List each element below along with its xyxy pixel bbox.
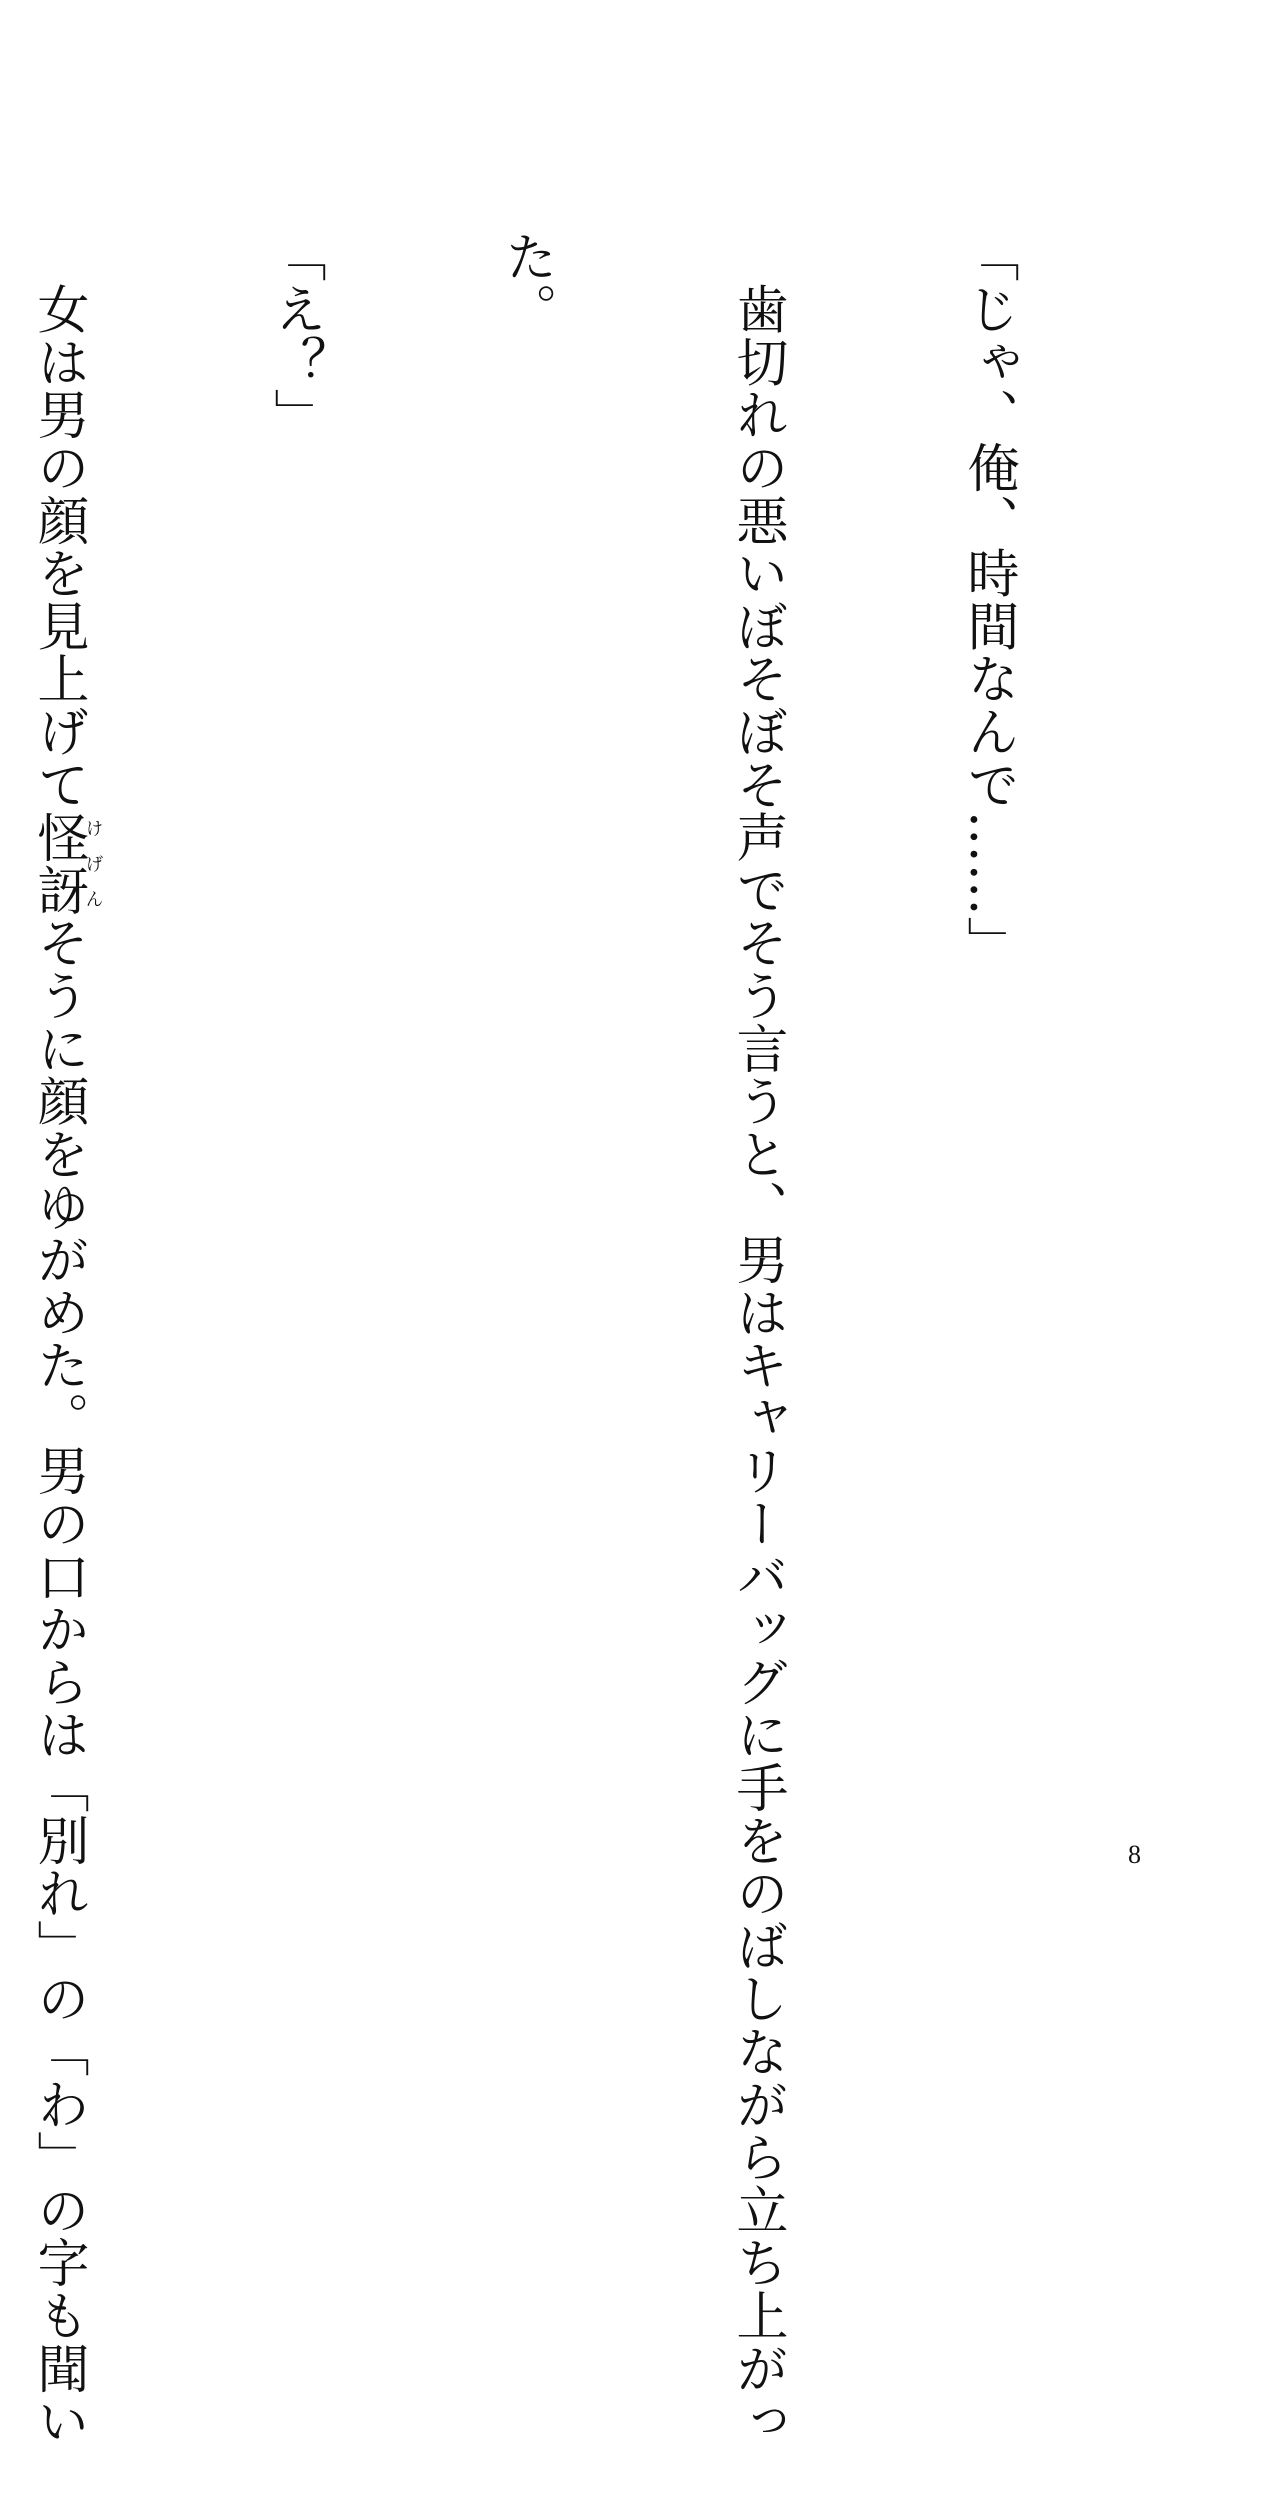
- ruby-kegen-base: 怪訝: [28, 810, 88, 917]
- text-line-5-start: 女は男の顔を見上げて: [28, 230, 88, 811]
- text-line-1: 「じゃ、俺、時間なんで……」: [958, 230, 1018, 970]
- page-number: 8: [1128, 1840, 1141, 1869]
- text-line-5: [19, 230, 104, 2448]
- vertical-text-body: [0, 230, 1180, 2448]
- text-line-3: た。: [496, 230, 556, 336]
- ruby-kegen-reading: けげん: [82, 810, 104, 917]
- text-line-5-rest: そうに顔をゆがめた。男の口からは「別れ」の「わ」の字も聞い: [28, 916, 88, 2448]
- text-line-4: 「え？」: [265, 230, 325, 442]
- text-line-2: 歯切れの悪いぼそぼそ声でそう言うと、男はキャリーバッグに手をのばしながら立ち上がっ: [727, 230, 787, 2448]
- ruby-kegen: [28, 810, 104, 917]
